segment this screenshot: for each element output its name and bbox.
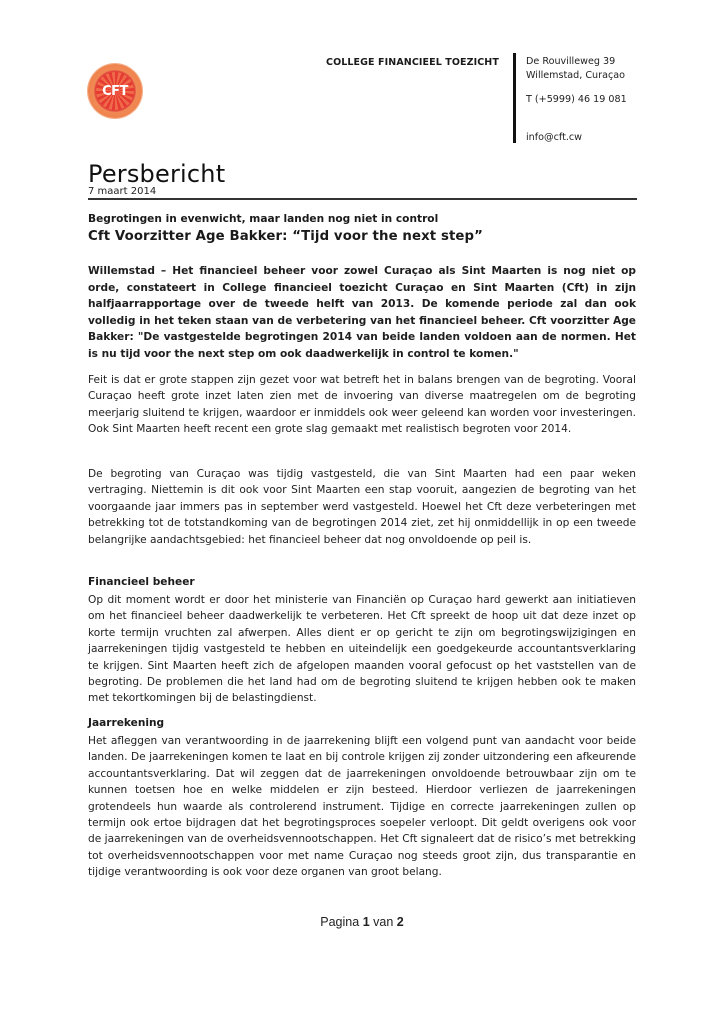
publication-date: 7 maart 2014	[88, 186, 157, 197]
body-paragraph-1: Feit is dat er grote stappen zijn gezet voor wat betreft het in balans brengen van de begroting. Vooral Curaçao heeft grote inzet laten zien met de invoering van diverse maatregelen om de begroting meerjarig sluitend te krijgen, waardoor er inmiddels ook weer geleend kan worden voor investeringen. Ook Sint Maarten heeft recent een grote slag gemaakt met realistisch begroten voor 2014.	[88, 374, 636, 436]
organization-name: COLLEGE FINANCIEEL TOEZICHT	[326, 57, 499, 68]
email-link[interactable]: info@cft.cw	[526, 132, 583, 143]
page-title: Persbericht	[88, 160, 226, 188]
phone-number: T (+5999) 46 19 081	[526, 94, 627, 105]
total-pages-number: 2	[396, 915, 404, 929]
page-label: Pagina	[320, 915, 360, 929]
subtitle: Begrotingen in evenwicht, maar landen nog niet in control	[88, 213, 439, 225]
current-page-number: 1	[362, 915, 370, 929]
page-footer	[0, 915, 724, 929]
logo-text: CFT	[102, 83, 128, 99]
of-label: van	[373, 915, 394, 929]
cft-logo	[88, 64, 142, 118]
headline: Cft Voorzitter Age Bakker: “Tijd voor the next step”	[88, 229, 484, 244]
section-heading-financieel-beheer: Financieel beheer	[88, 576, 195, 588]
section-text-jaarrekening: Het afleggen van verantwoording in de jaarrekening blijft een volgend punt van aandacht voor beide landen. De jaarrekeningen komen te laat en bij controle krijgen zij zonder uitzondering een afkeurende accountantsverklaring. Dat wil zeggen dat de jaarrekeningen onvoldoende betrouwbaar zijn om te kunnen toetsen hoe en welke middelen er zijn besteed. Hierdoor verliezen de jaarrekeningen grotendeels hun waarde als controlerend instrument. Tijdige en correcte jaarrekeningen zullen op termijn ook ertoe bijdragen dat het begrotingsproces soepeler verloopt. Dit geldt overigens ook voor de jaarrekeningen van de overheidsvennootschappen. Het Cft signaleert dat de risico’s met betrekking tot overheidsvennootschappen voor met name Curaçao nog steeds groot zijn, dus transparantie en tijdige verantwoording is ook voor deze organen van groot belang.	[88, 735, 636, 879]
section-heading-jaarrekening: Jaarrekening	[88, 717, 165, 729]
body-paragraph-2: De begroting van Curaçao was tijdig vastgesteld, die van Sint Maarten had een paar weken vertraging. Niettemin is dit ook voor Sint Maarten een stap vooruit, aangezien de begroting van het voorgaande jaar immers pas in september werd vastgesteld. Hoewel het Cft deze verbeteringen met betrekking tot de totstandkoming van de begrotingen 2014 ziet, zet hij onmiddellijk in op een tweede belangrijke aandachtsgebied: het financieel beheer dat nog onvoldoende op peil is.	[88, 468, 636, 546]
title-divider	[88, 198, 637, 200]
header-divider	[513, 53, 516, 143]
section-text-financieel-beheer: Op dit moment wordt er door het ministerie van Financiën op Curaçao hard gewerkt aan initiatieven om het financieel beheer daadwerkelijk te verbeteren. Het Cft spreekt de hoop uit dat deze inzet op korte termijn vruchten zal afwerpen. Alles dient er op gericht te zijn om begrotingswijzigingen en jaarrekeningen tijdig vastgesteld te hebben en uiteindelijk een goedgekeurde accountantsverklaring te krijgen. Sint Maarten heeft zich de afgelopen maanden vooral gefocust op het vaststellen van de begroting. De problemen die het land had om de begroting sluitend te krijgen hebben ook te maken met tekortkomingen bij de belastingdienst.	[88, 594, 636, 705]
logo-emblem-icon	[96, 72, 134, 110]
address-line-1: De Rouvilleweg 39	[526, 56, 616, 67]
lead-paragraph: Willemstad – Het financieel beheer voor zowel Curaçao als Sint Maarten is nog niet op orde, constateert in College financieel toezicht Curaçao en Sint Maarten (Cft) in zijn halfjaarrapportage over de tweede helft van 2013. De komende periode zal dan ook volledig in het teken staan van de verbetering van het financieel beheer. Cft voorzitter Age Bakker: "De vastgestelde begrotingen 2014 van beide landen voldoen aan de normen. Het is nu tijd voor the next step om ook daadwerkelijk in control te komen."	[88, 265, 636, 360]
address-line-2: Willemstad, Curaçao	[526, 70, 625, 81]
